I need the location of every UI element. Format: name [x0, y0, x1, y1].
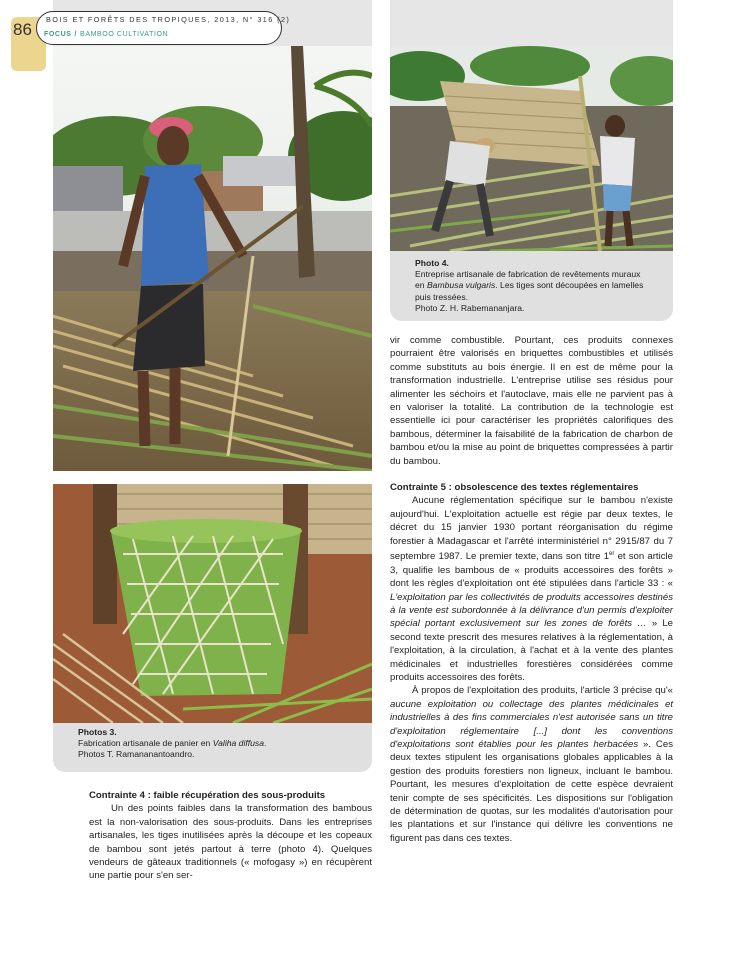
section-focus: FOCUS — [44, 31, 72, 38]
paragraph-exploitation-quote: aucune exploitation ou collectage des plantes médicinales et industrielles à des fins commerciales n'est autorisée sans un titre d'exploitation réglementaire [...] dont les conventions d'exploitations sont établies pour les plantes herbacées — [390, 698, 673, 750]
heading-contrainte-4: Contrainte 4 : faible récupération des sous-produits — [89, 790, 326, 801]
section-subsection: BAMBOO CULTIVATION — [80, 31, 169, 38]
paragraph-exploitation-b: ». Ces deux textes stipulent les organisations globales applicables à la gestion des produits forestiers non ligneux, incluant le bambou. Pourtant, les mesures d'exploitation de cette espèce devraient tenir compte de ses spécificités. Les dispositions sur l'obligation de détermination de quotas, sur les modalités d'autorisation pour les plantations et sur l'instance qui délivre les conventions ne figurent pas dans ces textes. — [390, 738, 673, 844]
paragraph-reglementation-sup: er — [609, 551, 615, 558]
photo-bamboo-basket — [53, 484, 372, 723]
paragraph-reglementation-b: et son article 3, qualifie les bambous de « produits accessoires des forêts » dont les règles d'exploitation ont été stipulées dans l'article 33 : « — [390, 551, 673, 590]
left-column — [89, 789, 372, 883]
caption-photo-4 — [415, 258, 670, 314]
caption-photo-4-title: Photo 4. — [415, 258, 449, 268]
right-column — [390, 334, 673, 845]
paragraph-exploitation-a: À propos de l'exploitation des produits, l'article 3 précise qu'« — [412, 685, 673, 697]
caption-photo-4-line3: puis tressées. — [415, 291, 469, 302]
caption-photo-4-credit: Photo Z. H. Rabemananjara. — [415, 302, 525, 313]
paragraph-combustible: vir comme combustible. Pourtant, ces produits connexes pourraient être valorisés en briquettes combustibles et utilisés comme substituts au bois énergie. Il en est de même pour la transformation industrielle. L'entreprise utilise ses résidus pour alimenter les séchoirs et l'autoclave, mais elle ne parvient pas à en valoriser la totalité. La contribution de la technologie est essentielle ici pour caractériser les propriétés calorifiques des bambous, déterminer la faisabilité de la fabrication de charbon de bambou et/ou la mise au point de briquettes compressées à partir du bambou. — [390, 335, 673, 467]
paragraph-contrainte-4: Un des points faibles dans la transformation des bambous est la non-valorisation des sous-produits. Dans les entreprises artisanales, les tiges inutilisées après la découpe et les copeaux de bambou sont jetés partout à terre (photo 4). Quelques vendeurs de gâteaux traditionnels (« mofogasy ») en récupèrent une partie pour s'en ser- — [89, 803, 372, 882]
section-label — [44, 31, 168, 38]
heading-contrainte-5: Contrainte 5 : obsolescence des textes réglementaires — [390, 482, 639, 494]
caption-photo-4-line2-pre: en — [415, 280, 427, 291]
caption-photos-3-end: . — [264, 738, 267, 749]
caption-photos-3-title: Photos 3. — [78, 727, 117, 737]
top-band-right — [390, 0, 673, 46]
caption-photo-4-line1: Entreprise artisanale de fabrication de revêtements muraux — [415, 269, 641, 280]
paragraph-reglementation-a: Aucune réglementation spécifique sur le bambou n'existe aujourd'hui. L'exploitation actuelle est régie par deux textes, le décret du 15 janvier 1930 portant réorganisation du régime forestier à Madagascar et l'arrêté interministériel n° 2915/87 du 7 septembre 1987. Le premier texte, dans son titre 1 — [390, 495, 673, 563]
paragraph-reglementation — [390, 494, 673, 684]
journal-title: BOIS ET FORÊTS DES TROPIQUES, 2013, N° 316 (2) — [46, 15, 291, 24]
photo-wall-covering-workshop — [390, 46, 673, 251]
photo-worker-splitting-bamboo — [53, 46, 372, 471]
caption-photos-3-text: Fabrication artisanale de panier en — [78, 738, 213, 749]
paragraph-reglementation-c: » Le second texte prescrit des mesures relatives à la réglementation, à l'exploitation, à la circulation, à l'achat et à la vente des plantes médicinales et industrielles forestières considérées comme produits accessoires des forêts. — [390, 618, 673, 683]
caption-photo-4-species: Bambusa vulgaris — [426, 280, 496, 291]
caption-photos-3-species: Valiha diffusa — [212, 738, 264, 749]
page-number: 86 — [11, 17, 46, 71]
caption-photos-3-credit: Photos T. Ramananantoandro. — [78, 749, 195, 760]
caption-photo-4-line2-post: . Les tiges sont découpées en lamelles — [495, 280, 644, 291]
section-separator: / — [74, 31, 78, 38]
caption-photos-3 — [78, 727, 363, 761]
paragraph-exploitation — [390, 684, 673, 845]
paragraph-reglementation-quote: L'exploitation par les collectivités de produits accessoires destinés à la vente est subordonnée à la délivrance d'un permis d'exploiter spécial portant exclusivement sur les zones de forêts … — [390, 591, 673, 630]
